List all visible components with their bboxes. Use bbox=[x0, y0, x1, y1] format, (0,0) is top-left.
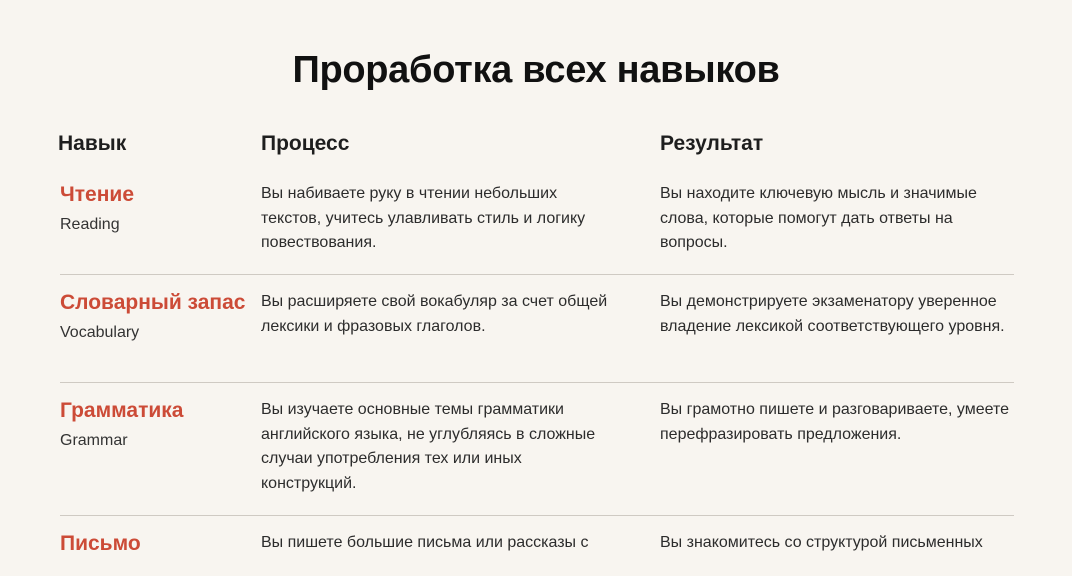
table-row bbox=[60, 516, 1014, 576]
result-cell bbox=[660, 529, 1014, 556]
skill-english-name: Reading bbox=[60, 216, 120, 233]
result-text: Вы грамотно пишете и разговариваете, умеете перефразировать предложения. bbox=[660, 401, 1010, 443]
skill-english-name: Vocabulary bbox=[60, 324, 140, 341]
skills-table bbox=[60, 128, 1014, 576]
skill-cell bbox=[60, 180, 255, 238]
skill-cell bbox=[60, 396, 255, 454]
skill-name: Грамматика bbox=[60, 399, 184, 422]
table-row bbox=[60, 127, 1014, 275]
header-skill: Навык bbox=[58, 132, 127, 155]
table-row bbox=[60, 275, 1014, 383]
result-cell bbox=[660, 288, 1014, 339]
result-text: Вы демонстрируете экзаменатору уверенное владение лексикой соответствующего уровня. bbox=[660, 293, 1005, 335]
skill-cell bbox=[60, 288, 255, 346]
process-cell bbox=[261, 288, 621, 339]
skill-cell bbox=[60, 529, 255, 559]
table-row bbox=[60, 383, 1014, 516]
process-text: Вы расширяете свой вокабуляр за счет общей лексики и фразовых глаголов. bbox=[261, 293, 608, 335]
skill-english-name: Grammar bbox=[60, 432, 128, 449]
page-title: Проработка всех навыков bbox=[292, 49, 780, 91]
process-text: Вы пишете большие письма или рассказы с bbox=[261, 534, 589, 551]
process-cell bbox=[261, 180, 621, 256]
skill-name: Словарный запас bbox=[60, 291, 246, 314]
result-text: Вы знакомитесь со структурой письменных bbox=[660, 534, 983, 551]
header-result: Результат bbox=[660, 132, 764, 155]
result-cell bbox=[660, 396, 1014, 447]
process-text: Вы набиваете руку в чтении небольших текстов, учитесь улавливать стиль и логику повествования. bbox=[261, 185, 586, 251]
process-cell bbox=[261, 529, 621, 556]
result-text: Вы находите ключевую мысль и значимые слова, которые помогут дать ответы на вопросы. bbox=[660, 185, 977, 251]
process-cell bbox=[261, 396, 621, 496]
process-text: Вы изучаете основные темы грамматики английского языка, не углубляясь в сложные случаи употребления тех или иных конструкций. bbox=[261, 401, 596, 492]
skill-name: Письмо bbox=[60, 532, 141, 555]
skill-name: Чтение bbox=[60, 183, 134, 206]
result-cell bbox=[660, 180, 1014, 256]
header-process: Процесс bbox=[261, 132, 350, 155]
